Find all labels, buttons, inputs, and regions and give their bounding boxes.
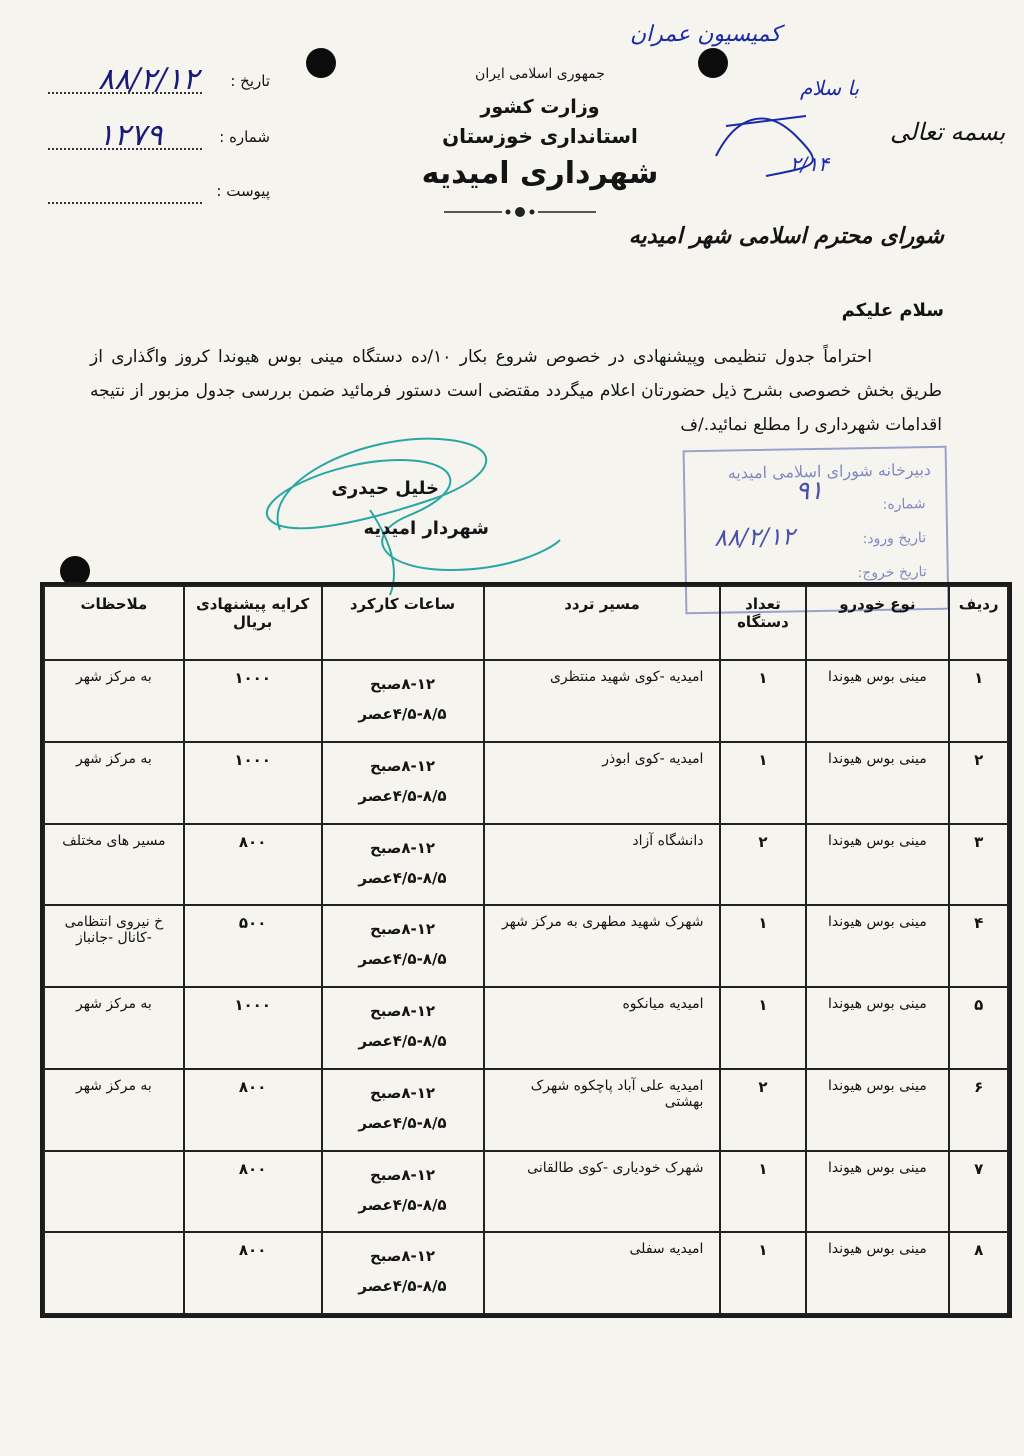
hours-evening: ۴/۵-۸/۵عصر	[358, 868, 447, 887]
cell-route: شهرک شهید مطهری به مرکز شهر	[484, 905, 721, 987]
hours-evening: ۴/۵-۸/۵عصر	[358, 950, 447, 969]
cell-fare: ۸۰۰	[184, 1151, 322, 1233]
ornament-divider-icon	[440, 205, 600, 219]
cell-row-number: ۷	[949, 1151, 1008, 1233]
cell-hours	[322, 1151, 484, 1233]
hours-morning: ۸-۱۲صبح	[369, 838, 436, 857]
col-header-fare: کرایه پیشنهادی بریال	[184, 586, 322, 660]
hours-evening: ۴/۵-۸/۵عصر	[358, 705, 447, 723]
cell-count: ۱	[720, 660, 805, 742]
greeting: سلام علیکم	[841, 300, 944, 321]
cell-row-number: ۵	[949, 987, 1008, 1069]
cell-hours	[322, 824, 484, 906]
cell-notes: به مرکز شهر	[44, 987, 184, 1069]
stamp-exit-label: تاریخ خروج:	[857, 564, 927, 582]
col-header-route: مسیر تردد	[484, 586, 721, 660]
cell-fare: ۵۰۰	[184, 905, 322, 987]
cell-vehicle: مینی بوس هیوندا	[806, 660, 950, 742]
table-header-row	[44, 586, 1008, 660]
punch-hole-icon	[306, 48, 336, 78]
cell-count: ۱	[720, 742, 805, 824]
cell-fare: ۱۰۰۰	[184, 987, 322, 1069]
col-header-row-number: ردیف	[949, 586, 1008, 660]
cell-fare: ۱۰۰۰	[184, 742, 322, 824]
handwritten-scribble-icon	[706, 96, 826, 186]
meta-number-label: شماره :	[219, 128, 270, 146]
cell-notes: به مرکز شهر	[44, 1069, 184, 1151]
stamp-title: دبیرخانه شورای اسلامی امیدیه	[727, 459, 932, 483]
dotted-line	[48, 202, 202, 204]
cell-fare: ۱۰۰۰	[184, 660, 322, 742]
meta-number-value: ۱۲۷۹	[98, 118, 163, 153]
cell-notes: به مرکز شهر	[44, 742, 184, 824]
hours-evening: ۴/۵-۸/۵عصر	[358, 1113, 447, 1132]
hours-morning: ۸-۱۲صبح	[369, 675, 436, 693]
cell-notes: مسیر های مختلف	[44, 824, 184, 906]
meta-attachment	[40, 178, 280, 212]
hours-evening: ۴/۵-۸/۵عصر	[358, 1277, 447, 1296]
cell-fare: ۸۰۰	[184, 824, 322, 906]
hours-evening: ۴/۵-۸/۵عصر	[358, 1032, 447, 1050]
stamp-entry-label: تاریخ ورود:	[862, 530, 927, 548]
hours-evening: ۴/۵-۸/۵عصر	[358, 1195, 447, 1214]
signer-name: خلیل حیدری	[331, 478, 439, 499]
cell-fare: ۸۰۰	[184, 1069, 322, 1151]
table-row	[44, 987, 1008, 1069]
cell-count: ۲	[720, 824, 805, 906]
cell-route: امیدیه -کوی شهید منتظری	[484, 660, 721, 742]
stamp-number-value: ۹۱	[795, 475, 824, 507]
handwritten-greeting: با سلام	[800, 76, 860, 100]
hours-morning: ۸-۱۲صبح	[369, 1002, 436, 1020]
ministry-line: وزارت کشور	[480, 96, 600, 118]
stamp-entry-value: ۸۸/۲/۱۲	[713, 522, 795, 552]
cell-vehicle: مینی بوس هیوندا	[806, 1069, 950, 1151]
cell-hours	[322, 987, 484, 1069]
cell-vehicle: مینی بوس هیوندا	[806, 1151, 950, 1233]
hours-morning: ۸-۱۲صبح	[369, 1247, 436, 1266]
cell-fare: ۸۰۰	[184, 1232, 322, 1314]
cell-row-number: ۲	[949, 742, 1008, 824]
table-row	[44, 660, 1008, 742]
cell-route: دانشگاه آزاد	[484, 824, 721, 906]
cell-route: امیدیه -کوی ابوذر	[484, 742, 721, 824]
cell-count: ۱	[720, 987, 805, 1069]
meta-date-label: تاریخ :	[230, 72, 270, 90]
handwritten-date: ۲/۱۴	[790, 152, 829, 176]
letter-body-text: احتراماً جدول تنظیمی وپیشنهادی در خصوص شروع بکار ۱۰/ده دستگاه مینی بوس هیوندا کروز واگذاری از طریق بخش خصوصی بشرح ذیل حضورتان اعلام میگردد مقتضی است دستور فرمائید ضمن بررسی جدول مزبور از نتیجه اقدامات شهرداری را مطلع نمائید./ف	[90, 347, 942, 435]
cell-count: ۲	[720, 1069, 805, 1151]
cell-vehicle: مینی بوس هیوندا	[806, 742, 950, 824]
cell-route: امیدیه میانکوه	[484, 987, 721, 1069]
hours-evening: ۴/۵-۸/۵عصر	[358, 786, 447, 805]
municipality-title: شهرداری امیدیه	[421, 156, 659, 191]
bismillah: بسمه تعالی	[890, 118, 1006, 146]
signature-icon	[250, 420, 570, 600]
table-row	[44, 824, 1008, 906]
col-header-vehicle: نوع خودرو	[806, 586, 950, 660]
hours-morning: ۸-۱۲صبح	[369, 756, 436, 775]
cell-hours	[322, 1232, 484, 1314]
cell-hours	[322, 742, 484, 824]
cell-notes: خ نیروی انتظامی -کانال -جانباز	[44, 905, 184, 987]
cell-count: ۱	[720, 905, 805, 987]
hours-morning: ۸-۱۲صبح	[369, 1165, 436, 1184]
cell-notes	[44, 1232, 184, 1314]
signer-title: شهردار امیدیه	[363, 518, 489, 539]
schedule-table-grid	[43, 585, 1009, 1315]
cell-row-number: ۸	[949, 1232, 1008, 1314]
governorate-line: استانداری خوزستان	[442, 124, 638, 148]
cell-route: شهرک خودیاری -کوی طالقانی	[484, 1151, 721, 1233]
cell-row-number: ۳	[949, 824, 1008, 906]
table-row	[44, 1232, 1008, 1314]
cell-row-number: ۱	[949, 660, 1008, 742]
cell-hours	[322, 905, 484, 987]
cell-count: ۱	[720, 1151, 805, 1233]
cell-row-number: ۴	[949, 905, 1008, 987]
cell-vehicle: مینی بوس هیوندا	[806, 905, 950, 987]
cell-row-number: ۶	[949, 1069, 1008, 1151]
meta-attachment-label: پیوست :	[216, 182, 270, 200]
cell-route: امیدیه سفلی	[484, 1232, 721, 1314]
meta-date	[40, 62, 280, 102]
handwritten-commission: کمیسیون عمران	[630, 22, 781, 47]
cell-notes	[44, 1151, 184, 1233]
stamp-number-label: شماره:	[882, 496, 926, 513]
hours-morning: ۸-۱۲صبح	[369, 1083, 436, 1102]
cell-count: ۱	[720, 1232, 805, 1314]
table-row	[44, 905, 1008, 987]
republic-line: جمهوری اسلامی ایران	[475, 66, 605, 82]
cell-route: امیدیه علی آباد پاچکوه شهرک بهشتی	[484, 1069, 721, 1151]
table-row	[44, 742, 1008, 824]
col-header-hours: ساعات کارکرد	[322, 586, 484, 660]
col-header-count: تعداد دستگاه	[720, 586, 805, 660]
cell-hours	[322, 660, 484, 742]
cell-vehicle: مینی بوس هیوندا	[806, 824, 950, 906]
col-header-notes: ملاحظات	[44, 586, 184, 660]
hours-morning: ۸-۱۲صبح	[369, 920, 436, 939]
meta-date-value: ۸۸/۲/۱۲	[98, 62, 199, 97]
meta-number	[40, 118, 280, 158]
addressee: شورای محترم اسلامی شهر امیدیه	[628, 224, 944, 249]
cell-vehicle: مینی بوس هیوندا	[806, 1232, 950, 1314]
cell-notes: به مرکز شهر	[44, 660, 184, 742]
cell-hours	[322, 1069, 484, 1151]
table-row	[44, 1151, 1008, 1233]
cell-vehicle: مینی بوس هیوندا	[806, 987, 950, 1069]
table-row	[44, 1069, 1008, 1151]
schedule-table	[40, 582, 1012, 1318]
